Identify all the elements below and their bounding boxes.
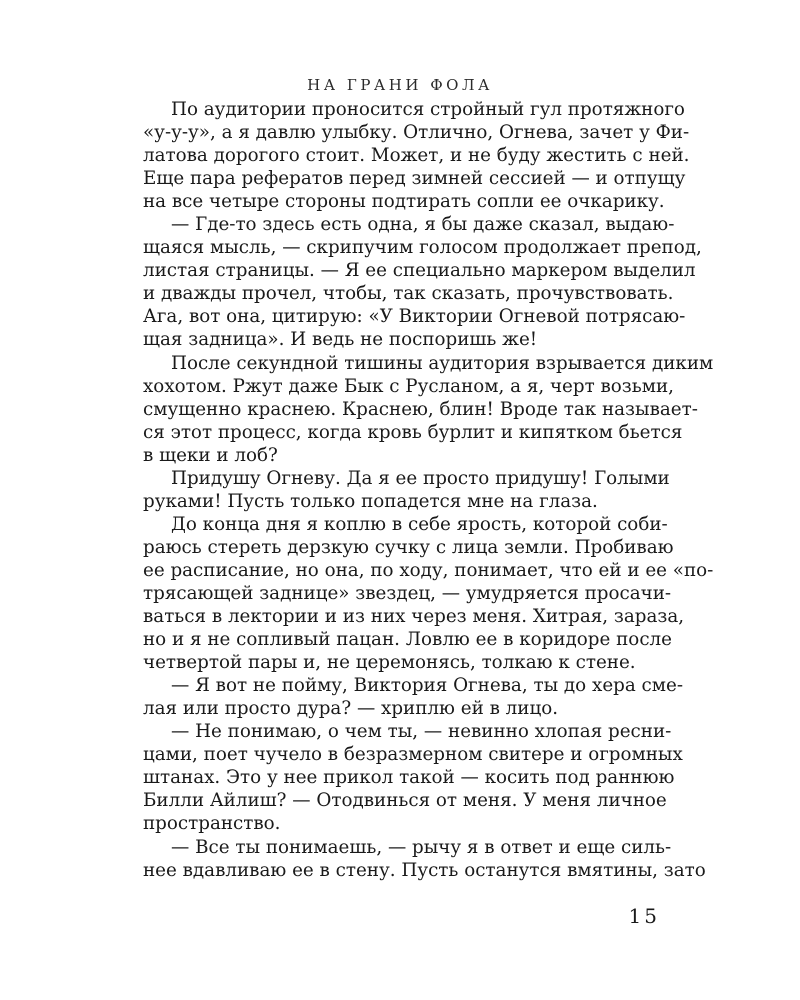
text-line: щаяся мысль, — скрипучим голосом продолжает препод, <box>143 237 702 259</box>
text-line: — Не понимаю, о чем ты, — невинно хлопая ресни- <box>171 721 672 743</box>
text-line: латова дорогого стоит. Может, и не буду жестить с ней. <box>143 145 690 167</box>
text-line: — Все ты понимаешь, — рычу я в ответ и еще силь- <box>171 836 672 858</box>
paragraph <box>143 720 683 835</box>
paragraph <box>143 674 683 720</box>
text-line: в щеки и лоб? <box>143 444 278 466</box>
text-line: нее вдавливаю ее в стену. Пусть останутся вмятины, зато <box>143 859 706 881</box>
paragraph <box>143 98 690 213</box>
text-line: и дважды прочел, чтобы, так сказать, прочувствовать. <box>143 283 674 305</box>
text-line: на все четыре стороны подтирать сопли ее очкарику. <box>143 191 665 213</box>
paragraph <box>143 352 714 467</box>
text-line: Билли Айлиш? — Отодвинься от меня. У меня личное <box>143 790 667 812</box>
text-line: четвертой пары и, не церемонясь, толкаю к стене. <box>143 652 636 674</box>
text-line: щая задница». И ведь не поспоришь же! <box>143 329 538 351</box>
text-line: трясающей заднице» звездец, — умудряется просачи- <box>143 582 672 604</box>
page-number: 15 <box>628 904 660 928</box>
text-line: До конца дня я коплю в себе ярость, которой соби- <box>171 513 668 535</box>
text-line: После секундной тишины аудитория взрывается диким <box>171 352 714 374</box>
text-line: Ага, вот она, цитирую: «У Виктории Огневой потрясаю- <box>143 306 686 328</box>
text-line: ее расписание, но она, по ходу, понимает, что ей и ее «по- <box>143 559 714 581</box>
text-line: ся этот процесс, когда кровь бурлит и кипятком бьется <box>143 421 683 443</box>
paragraph <box>143 513 714 674</box>
text-line: раюсь стереть дерзкую сучку с лица земли. Пробиваю <box>143 536 674 558</box>
paragraph <box>143 467 670 513</box>
text-line: лая или просто дура? — хриплю ей в лицо. <box>143 698 559 720</box>
text-line: — Где-то здесь есть одна, я бы даже сказал, выдаю- <box>171 214 675 236</box>
text-line: цами, поет чучело в безразмерном свитере и огромных <box>143 744 683 766</box>
text-line: — Я вот не пойму, Виктория Огнева, ты до хера сме- <box>171 675 683 697</box>
text-line: хохотом. Ржут даже Бык с Русланом, а я, черт возьми, <box>143 375 674 397</box>
text-line: штанах. Это у нее прикол такой — косить под раннюю <box>143 767 675 789</box>
body-text <box>143 98 714 882</box>
text-line: руками! Пусть только попадется мне на глаза. <box>143 490 598 512</box>
text-line: «у-у-у», а я давлю улыбку. Отлично, Огнева, зачет у Фи- <box>143 122 690 144</box>
text-line: но и я не сопливый пацан. Ловлю ее в коридоре после <box>143 629 672 651</box>
running-head: НА ГРАНИ ФОЛА <box>307 76 493 94</box>
paragraph <box>143 213 702 351</box>
text-line: листая страницы. — Я ее специально маркером выделил <box>143 260 696 282</box>
paragraph <box>143 836 706 882</box>
text-line: Придушу Огневу. Да я ее просто придушу! Голыми <box>171 467 670 489</box>
text-line: Еще пара рефератов перед зимней сессией — и отпущу <box>143 168 686 190</box>
text-line: ваться в лектории и из них через меня. Хитрая, зараза, <box>143 606 685 628</box>
text-line: По аудитории проносится стройный гул протяжного <box>171 99 685 120</box>
text-line: смущенно краснею. Краснею, блин! Вроде так называет- <box>143 398 698 420</box>
text-line: пространство. <box>143 813 281 835</box>
